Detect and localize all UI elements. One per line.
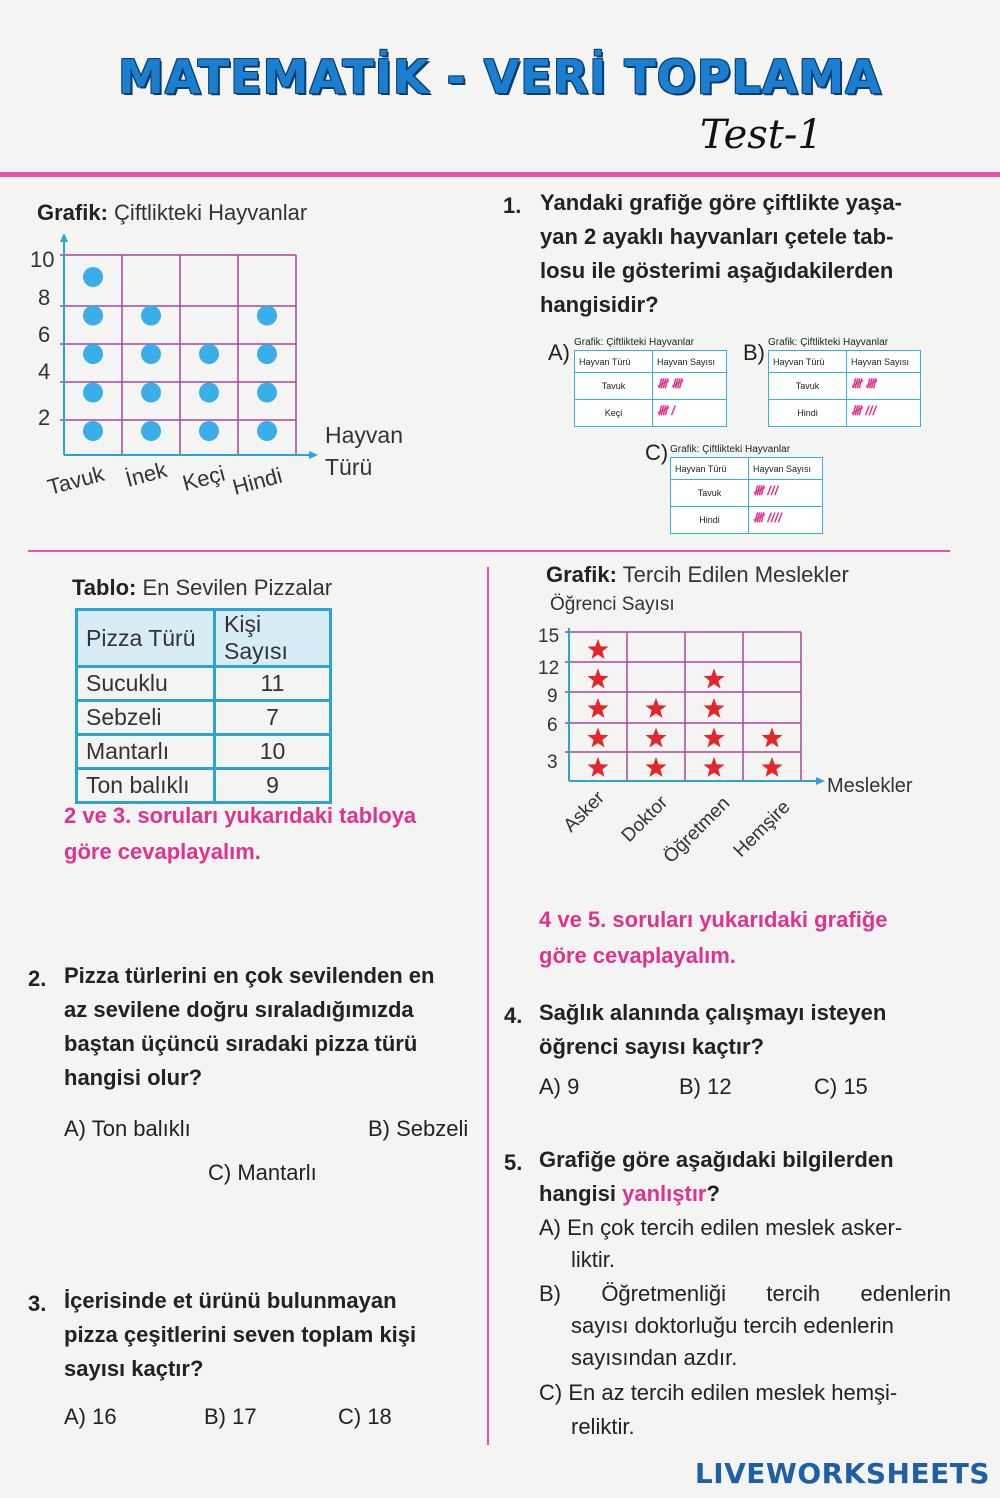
q1-option-c-letter[interactable]: C) xyxy=(645,440,669,465)
data-star xyxy=(588,669,609,689)
mini-cell: Keçi xyxy=(575,400,653,427)
mini-tally: 𝍸 //// xyxy=(749,507,823,534)
table-row: Sebzeli 7 xyxy=(77,701,331,735)
data-star xyxy=(588,728,609,748)
q5-number: 5. xyxy=(504,1150,523,1175)
grafik2-heading: Grafik: Tercih Edilen Meslekler xyxy=(546,562,849,587)
q3-text: İçerisinde et ürünü bulunmayan pizza çeşitlerini seven toplam kişi sayısı kaçtır? xyxy=(64,1288,417,1381)
data-star xyxy=(704,757,725,777)
q2-option-b[interactable]: B) Sebzeli xyxy=(368,1116,469,1141)
data-dot xyxy=(83,267,103,287)
q2-number: 2. xyxy=(28,966,47,991)
q5-option-b[interactable]: B) Öğretmenliği tercih edenlerin sayısı doktorluğu tercih edenlerin sayısından azdır. xyxy=(539,1281,951,1370)
q2-option-c[interactable]: C) Mantarlı xyxy=(208,1160,317,1185)
q4-text: Sağlık alanında çalışmayı isteyen öğrenci sayısı kaçtır? xyxy=(539,1000,887,1059)
x-axis-arrow-icon xyxy=(309,451,318,459)
mini-caption: Grafik: Çiftlikteki Hayvanlar xyxy=(768,337,889,348)
data-dot xyxy=(83,306,103,326)
q4-option-b[interactable]: B) 12 xyxy=(679,1074,732,1099)
page-title: MATEMATİK - VERİ TOPLAMA xyxy=(118,50,882,104)
mini-header: Hayvan Sayısı xyxy=(653,351,727,373)
q1-number: 1. xyxy=(503,193,522,218)
data-dot xyxy=(141,383,161,403)
data-dot xyxy=(199,383,219,403)
q4-option-c[interactable]: C) 15 xyxy=(814,1074,868,1099)
x-tick: Doktor xyxy=(617,792,673,847)
mini-header: Hayvan Sayısı xyxy=(847,351,921,373)
y-tick: 6 xyxy=(547,715,558,736)
y-tick: 4 xyxy=(38,359,51,384)
data-star xyxy=(588,639,609,659)
table-header: Pizza Türü xyxy=(77,610,215,667)
q2-text: Pizza türlerini en çok sevilenden en az sevilene doğru sıraladığımızda baştan üçüncü sıradaki pizza türü hangisi olur? xyxy=(64,963,435,1090)
mini-header: Hayvan Türü xyxy=(769,351,847,373)
data-dot xyxy=(257,421,277,441)
y-tick: 12 xyxy=(538,658,560,679)
x-tick: Keçi xyxy=(179,460,228,496)
q5-option-a[interactable]: A) En çok tercih edilen meslek asker- liktir. xyxy=(539,1215,903,1272)
x-axis-label: Meslekler xyxy=(827,775,913,797)
column-divider xyxy=(487,567,489,1445)
tablo-heading: Tablo: En Sevilen Pizzalar xyxy=(72,575,333,600)
tablo-instruction: 2 ve 3. soruları yukarıdaki tabloya göre cevaplayalım. xyxy=(64,803,417,864)
q1-option-b-card[interactable] xyxy=(768,337,921,427)
pizza-table xyxy=(75,608,332,804)
x-axis-label: Hayvan xyxy=(325,422,403,448)
data-star xyxy=(704,728,725,748)
mini-tally: 𝍸 /// xyxy=(749,480,823,507)
data-dot xyxy=(199,421,219,441)
animal-chart xyxy=(20,225,440,515)
y-tick: 2 xyxy=(38,405,51,430)
data-dot xyxy=(257,344,277,364)
mini-header: Hayvan Türü xyxy=(575,351,653,373)
x-tick: İnek xyxy=(122,456,170,492)
brand-logo: LIVEWORKSHEETS xyxy=(694,1457,990,1490)
y-tick: 6 xyxy=(38,322,51,347)
x-tick: Asker xyxy=(559,787,609,837)
mini-cell: Tavuk xyxy=(575,373,653,400)
y-tick: 3 xyxy=(547,752,558,773)
mini-cell: Tavuk xyxy=(769,373,847,400)
x-axis-label: Türü xyxy=(325,454,373,480)
q3-number: 3. xyxy=(28,1291,47,1316)
mini-header: Hayvan Türü xyxy=(671,458,749,480)
mini-header: Hayvan Sayısı xyxy=(749,458,823,480)
grafik2-y-label: Öğrenci Sayısı xyxy=(550,594,675,615)
table-row: Sucuklu 11 xyxy=(77,667,331,701)
data-dot xyxy=(141,344,161,364)
q2-option-a[interactable]: A) Ton balıklı xyxy=(64,1116,191,1141)
x-tick: Öğretmen xyxy=(659,792,735,868)
data-dot xyxy=(257,383,277,403)
q4-number: 4. xyxy=(504,1003,523,1028)
section-divider xyxy=(28,550,950,552)
q4-option-a[interactable]: A) 9 xyxy=(539,1074,580,1099)
q1-option-c-card[interactable] xyxy=(670,444,823,534)
y-axis-arrow-icon xyxy=(60,233,68,242)
data-star xyxy=(704,698,725,718)
data-star xyxy=(762,728,783,748)
header-divider xyxy=(0,172,1000,177)
table-row: Mantarlı 10 xyxy=(77,735,331,769)
q1-option-a-card[interactable] xyxy=(574,337,727,427)
data-dot xyxy=(83,421,103,441)
q5-emphasis: yanlıştır xyxy=(622,1181,707,1206)
data-star xyxy=(646,698,667,718)
grafik1-heading: Grafik: Çiftlikteki Hayvanlar xyxy=(37,200,308,225)
mini-tally: 𝍸 / xyxy=(653,400,727,427)
q5-option-c[interactable]: C) En az tercih edilen meslek hemşi- reliktir. xyxy=(539,1380,898,1439)
data-star xyxy=(704,669,725,689)
y-tick: 15 xyxy=(538,626,560,647)
data-dot xyxy=(199,344,219,364)
q1-option-b-letter[interactable]: B) xyxy=(743,340,765,365)
mini-tally: 𝍸 𝍸 xyxy=(653,373,727,400)
q3-option-a[interactable]: A) 16 xyxy=(64,1404,117,1429)
y-tick: 10 xyxy=(30,247,55,272)
q5-text: Grafiğe göre aşağıdaki bilgilerden hangisi yanlıştır? xyxy=(539,1147,894,1206)
q3-option-b[interactable]: B) 17 xyxy=(204,1404,257,1429)
page-subtitle: Test-1 xyxy=(700,112,823,158)
q1-option-a-letter[interactable]: A) xyxy=(548,340,570,365)
profession-chart xyxy=(535,618,935,868)
data-star xyxy=(646,728,667,748)
mini-tally: 𝍸 /// xyxy=(847,400,921,427)
x-tick: Hemşire xyxy=(729,796,795,862)
grafik2-instruction: 4 ve 5. soruları yukarıdaki grafiğe göre cevaplayalım. xyxy=(539,907,888,968)
data-dot xyxy=(83,344,103,364)
table-header: Kişi Sayısı xyxy=(215,610,331,667)
y-tick: 8 xyxy=(38,285,51,310)
mini-tally: 𝍸 𝍸 xyxy=(847,373,921,400)
mini-cell: Hindi xyxy=(671,507,749,534)
x-tick: Hindi xyxy=(229,462,285,500)
q1-text: Yandaki grafiğe göre çiftlikte yaşa- yan 2 ayaklı hayvanları çetele tab- losu ile gösterimi aşağıdakilerden hangisidir? xyxy=(540,190,902,317)
y-tick: 9 xyxy=(547,686,558,707)
data-star xyxy=(588,698,609,718)
mini-caption: Grafik: Çiftlikteki Hayvanlar xyxy=(670,444,791,455)
data-star xyxy=(588,757,609,777)
mini-cell: Tavuk xyxy=(671,480,749,507)
data-dot xyxy=(141,421,161,441)
mini-cell: Hindi xyxy=(769,400,847,427)
data-star xyxy=(762,757,783,777)
mini-caption: Grafik: Çiftlikteki Hayvanlar xyxy=(574,337,695,348)
table-row: Ton balıklı 9 xyxy=(77,769,331,803)
q3-option-c[interactable]: C) 18 xyxy=(338,1404,392,1429)
data-dot xyxy=(141,306,161,326)
x-axis-arrow-icon xyxy=(816,777,825,785)
x-tick: Tavuk xyxy=(44,460,107,500)
data-star xyxy=(646,757,667,777)
data-dot xyxy=(83,383,103,403)
data-dot xyxy=(257,306,277,326)
